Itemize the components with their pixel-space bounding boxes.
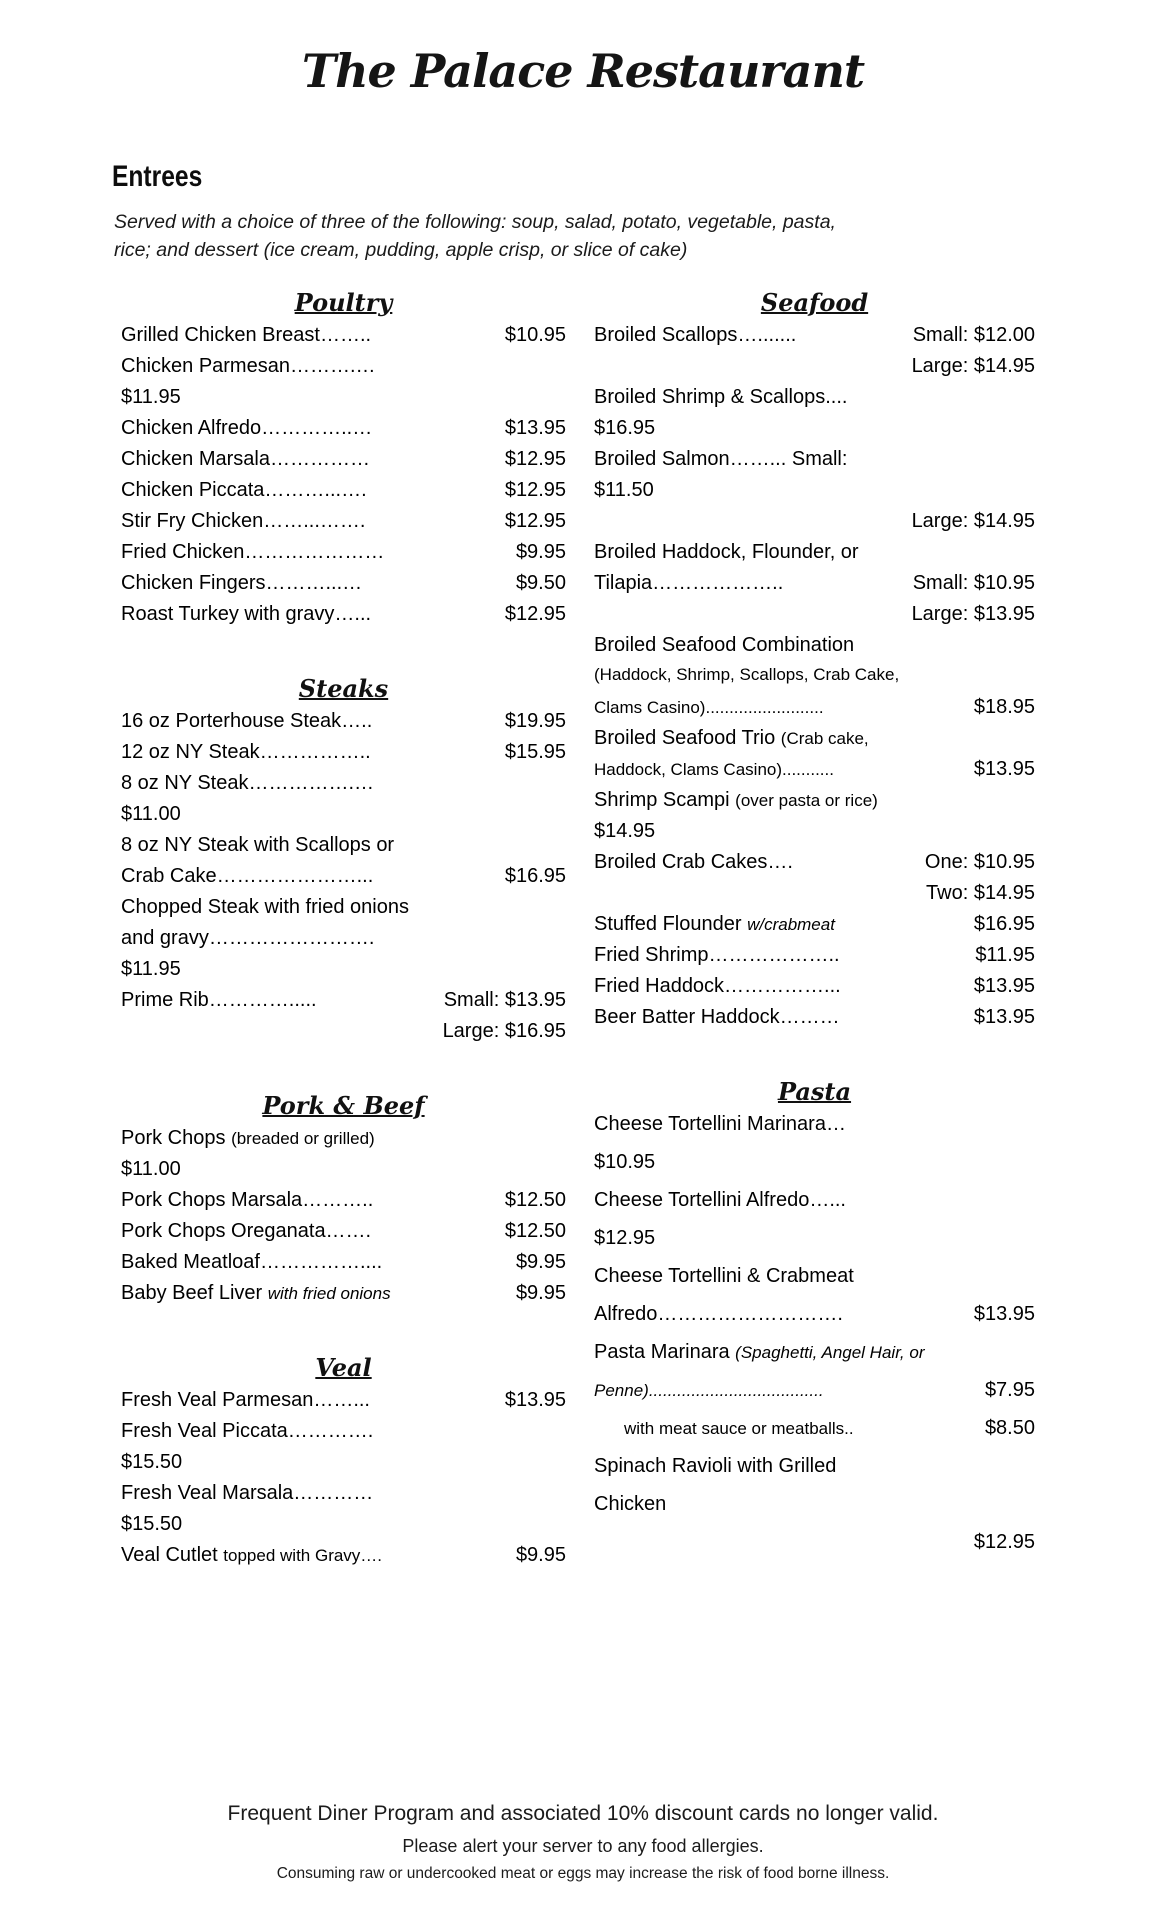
menu-item-line — [594, 634, 1035, 665]
item-price: Large: $13.95 — [911, 603, 1035, 625]
section-heading: Seafood — [760, 288, 869, 317]
item-text: 8 oz NY Steak…………….… — [121, 772, 375, 794]
item-text: (breaded or grilled) — [231, 1129, 375, 1148]
menu-item-line — [121, 510, 566, 541]
menu-item-line — [121, 541, 566, 572]
item-text: Broiled Crab Cakes…. — [594, 851, 793, 873]
item-text: (Haddock, Shrimp, Scallops, Crab Cake, — [594, 665, 900, 684]
menu-item-line — [121, 417, 566, 448]
item-price: $11.95 — [975, 944, 1035, 966]
item-text: Fresh Veal Marsala………… — [121, 1482, 374, 1504]
menu-item-line — [594, 324, 1035, 355]
item-text: Pasta Marinara — [594, 1341, 736, 1363]
item-text: Grilled Chicken Breast…….. — [121, 324, 372, 346]
menu-item-line — [121, 355, 566, 386]
item-price: Small: $12.00 — [912, 324, 1035, 346]
item-text: Chicken — [594, 1493, 667, 1515]
item-price: $9.95 — [515, 1251, 566, 1273]
item-price: $7.95 — [984, 1379, 1035, 1401]
menu-item-line — [594, 1303, 1035, 1341]
item-text: (Spaghetti, Angel Hair, or — [735, 1343, 925, 1362]
item-text: Cheese Tortellini Alfredo…... — [594, 1189, 846, 1211]
menu-item-line — [121, 1282, 566, 1313]
item-text: Chopped Steak with fried onions — [121, 896, 409, 918]
item-price: $9.95 — [515, 541, 566, 563]
menu-item-line — [594, 1113, 1035, 1151]
item-text: Baked Meatloaf…………….... — [121, 1251, 383, 1273]
item-text: 12 oz NY Steak…………….. — [121, 741, 371, 763]
item-price: $16.95 — [973, 913, 1035, 935]
item-text: Cheese Tortellini Marinara… — [594, 1113, 846, 1135]
item-price: $12.95 — [504, 448, 566, 470]
item-text: Spinach Ravioli with Grilled — [594, 1455, 837, 1477]
menu-item-line — [121, 1127, 566, 1158]
item-text: Chicken Fingers………...… — [121, 572, 363, 594]
item-text: Crab Cake…………………... — [121, 865, 374, 887]
menu-item-line — [594, 572, 1035, 603]
menu-item-line — [594, 789, 1035, 820]
item-price: Small: $10.95 — [912, 572, 1035, 594]
item-price: $9.95 — [515, 1544, 566, 1566]
item-text: 8 oz NY Steak with Scallops or — [121, 834, 395, 856]
item-text: Chicken Marsala…………… — [121, 448, 370, 470]
item-text: Haddock, Clams Casino)........... — [594, 760, 834, 779]
column-right — [594, 288, 1035, 1615]
item-text: Veal Cutlet — [121, 1544, 224, 1566]
item-price: Large: $16.95 — [442, 1020, 566, 1042]
section-pasta — [594, 1077, 1035, 1569]
item-price: $9.50 — [515, 572, 566, 594]
item-text: $10.95 — [594, 1151, 656, 1173]
menu-item-line — [594, 1417, 1035, 1455]
menu-item-line — [594, 696, 1035, 727]
item-price: Large: $14.95 — [911, 510, 1035, 532]
footer — [0, 1802, 1166, 1883]
item-text: Roast Turkey with gravy…... — [121, 603, 372, 625]
item-text: Pork Chops — [121, 1127, 232, 1149]
menu-item-line — [121, 927, 566, 958]
description-line: Served with a choice of three of the following: soup, salad, potato, vegetable, pasta, — [114, 211, 836, 233]
menu-item-line — [594, 1455, 1035, 1493]
item-text: Fried Haddock……………... — [594, 975, 841, 997]
footer-notice-frequent-diner: Frequent Diner Program and associated 10% discount cards no longer valid. — [227, 1802, 939, 1825]
menu-item-line — [121, 1544, 566, 1575]
item-text: $15.50 — [121, 1451, 183, 1473]
item-text: Clams Casino)......................... — [594, 698, 824, 717]
item-text: $15.50 — [121, 1513, 183, 1535]
menu-item-line — [121, 958, 566, 989]
item-text: Stuffed Flounder — [594, 913, 748, 935]
menu-item-line — [594, 479, 1035, 510]
item-text: Fried Chicken………………… — [121, 541, 385, 563]
item-price: $9.95 — [515, 1282, 566, 1304]
item-text: Chicken Alfredo…………..… — [121, 417, 373, 439]
menu-item-line — [121, 1251, 566, 1282]
item-price: $13.95 — [973, 1303, 1035, 1325]
item-text: Broiled Salmon……... Small: — [594, 448, 848, 470]
item-text: (over pasta or rice) — [735, 791, 878, 810]
item-price: $12.95 — [504, 479, 566, 501]
menu-item-line — [121, 386, 566, 417]
menu-item-line — [121, 834, 566, 865]
menu-item-line — [121, 448, 566, 479]
item-text: Chicken Piccata………...…. — [121, 479, 367, 501]
menu-item-line — [594, 1265, 1035, 1303]
section-veal — [121, 1353, 566, 1575]
menu-item-line — [594, 1493, 1035, 1531]
description-line: rice; and dessert (ice cream, pudding, apple crisp, or slice of cake) — [114, 239, 688, 261]
item-price: $13.95 — [973, 975, 1035, 997]
menu-item-line — [594, 1531, 1035, 1569]
menu-item-line — [121, 803, 566, 834]
section-heading: Pork & Beef — [262, 1091, 425, 1120]
menu-item-line — [121, 479, 566, 510]
menu-item-line — [594, 386, 1035, 417]
menu-item-line — [121, 1513, 566, 1544]
section-heading: Pasta — [777, 1077, 852, 1106]
item-text: Fresh Veal Piccata…………. — [121, 1420, 374, 1442]
item-text: Beer Batter Haddock……… — [594, 1006, 840, 1028]
footer-notice-allergies: Please alert your server to any food allergies. — [402, 1836, 764, 1856]
menu-item-line — [594, 851, 1035, 882]
menu-item-line — [121, 896, 566, 927]
menu-item-line — [594, 882, 1035, 913]
item-text: $12.95 — [594, 1227, 656, 1249]
item-text: Broiled Seafood Combination — [594, 634, 855, 656]
menu-item-line — [121, 1451, 566, 1482]
menu-item-line — [594, 510, 1035, 541]
item-price: $8.50 — [984, 1417, 1035, 1439]
menu-item-line — [121, 1420, 566, 1451]
menu-item-line — [594, 541, 1035, 572]
menu-item-line — [594, 820, 1035, 851]
item-text: Broiled Seafood Trio — [594, 727, 781, 749]
menu-item-line — [594, 913, 1035, 944]
item-price: $16.95 — [504, 865, 566, 887]
item-text: $14.95 — [594, 820, 656, 842]
item-text: topped with Gravy…. — [223, 1546, 383, 1565]
menu-item-line — [121, 710, 566, 741]
section-poultry — [121, 288, 566, 634]
item-text: $11.95 — [121, 386, 181, 408]
item-text: $11.00 — [121, 803, 181, 825]
item-text: with meat sauce or meatballs.. — [624, 1419, 854, 1438]
item-text: Pork Chops Oreganata……. — [121, 1220, 372, 1242]
menu-item-line — [121, 1158, 566, 1189]
item-price: One: $10.95 — [924, 851, 1035, 873]
menu-columns — [121, 288, 1035, 1615]
section-pork-beef — [121, 1091, 566, 1313]
item-price: $13.95 — [504, 1389, 566, 1411]
item-text: Pork Chops Marsala……….. — [121, 1189, 374, 1211]
item-text: Cheese Tortellini & Crabmeat — [594, 1265, 854, 1287]
item-price: $12.50 — [504, 1189, 566, 1211]
section-heading: Veal — [315, 1353, 372, 1382]
section-heading: Poultry — [294, 288, 393, 317]
entrees-description — [114, 208, 874, 264]
restaurant-title: The Palace Restaurant — [301, 44, 865, 98]
column-left — [121, 288, 566, 1615]
menu-item-line — [121, 603, 566, 634]
menu-item-line — [121, 1189, 566, 1220]
section-heading: Steaks — [298, 674, 389, 703]
item-price: Two: $14.95 — [926, 882, 1035, 904]
item-text: w/crabmeat — [747, 915, 835, 934]
item-text: Broiled Shrimp & Scallops.... — [594, 386, 848, 408]
item-text: Broiled Scallops…....... — [594, 324, 797, 346]
menu-item-line — [594, 665, 1035, 696]
item-price: $12.50 — [504, 1220, 566, 1242]
menu-item-line — [594, 1227, 1035, 1265]
menu-item-line — [594, 417, 1035, 448]
item-text: Broiled Haddock, Flounder, or — [594, 541, 859, 563]
menu-item-line — [121, 324, 566, 355]
item-price: $19.95 — [504, 710, 566, 732]
item-text: Chicken Parmesan……….… — [121, 355, 376, 377]
item-price: $13.95 — [504, 417, 566, 439]
section-steaks — [121, 674, 566, 1051]
item-text: Penne)..................................... — [594, 1381, 824, 1400]
item-price: Large: $14.95 — [911, 355, 1035, 377]
item-price: $15.95 — [504, 741, 566, 763]
menu-item-line — [121, 741, 566, 772]
item-text: with fried onions — [267, 1284, 391, 1303]
item-text: $16.95 — [594, 417, 656, 439]
item-price: $18.95 — [973, 696, 1035, 718]
item-text: Baby Beef Liver — [121, 1282, 268, 1304]
menu-item-line — [594, 355, 1035, 386]
menu-item-line — [594, 1341, 1035, 1379]
menu-item-line — [594, 1189, 1035, 1227]
menu-item-line — [594, 758, 1035, 789]
item-text: Alfredo………………………. — [594, 1303, 843, 1325]
item-text: Fresh Veal Parmesan……... — [121, 1389, 370, 1411]
menu-item-line — [594, 1151, 1035, 1189]
menu-item-line — [121, 1389, 566, 1420]
menu-item-line — [594, 1006, 1035, 1037]
item-price: $13.95 — [973, 758, 1035, 780]
item-price: Small: $13.95 — [443, 989, 566, 1011]
menu-item-line — [594, 727, 1035, 758]
item-price: $12.95 — [504, 603, 566, 625]
item-text: Shrimp Scampi — [594, 789, 736, 811]
item-text: Prime Rib…………..... — [121, 989, 317, 1011]
item-price: $13.95 — [973, 1006, 1035, 1028]
menu-item-line — [594, 1379, 1035, 1417]
item-text: and gravy……………………. — [121, 927, 375, 949]
item-text: $11.95 — [121, 958, 181, 980]
menu-item-line — [594, 448, 1035, 479]
menu-item-line — [121, 572, 566, 603]
item-text: Fried Shrimp……………….. — [594, 944, 840, 966]
item-price: $10.95 — [504, 324, 566, 346]
menu-item-line — [121, 1020, 566, 1051]
item-text: 16 oz Porterhouse Steak….. — [121, 710, 373, 732]
menu-item-line — [121, 989, 566, 1020]
menu-item-line — [121, 1482, 566, 1513]
item-text: $11.00 — [121, 1158, 181, 1180]
entrees-heading: Entrees — [112, 160, 203, 193]
section-seafood — [594, 288, 1035, 1037]
item-price: $12.95 — [504, 510, 566, 532]
menu-item-line — [594, 944, 1035, 975]
item-text: (Crab cake, — [780, 729, 869, 748]
item-text: Stir Fry Chicken……...……. — [121, 510, 366, 532]
menu-item-line — [121, 1220, 566, 1251]
item-text: Tilapia……………….. — [594, 572, 784, 594]
item-text: $11.50 — [594, 479, 654, 501]
menu-item-line — [121, 865, 566, 896]
menu-item-line — [594, 975, 1035, 1006]
menu-item-line — [594, 603, 1035, 634]
footer-notice-raw-food: Consuming raw or undercooked meat or eggs may increase the risk of food borne illness. — [276, 1865, 890, 1882]
item-price: $12.95 — [973, 1531, 1035, 1553]
menu-item-line — [121, 772, 566, 803]
